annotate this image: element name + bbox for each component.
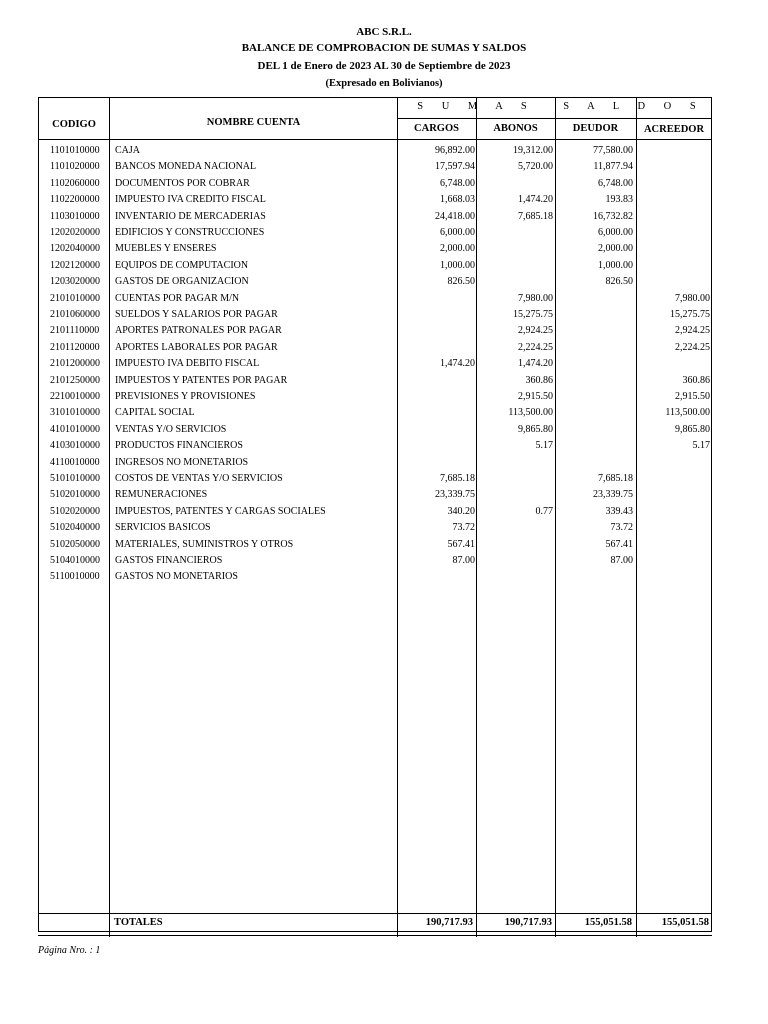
- account-name: COSTOS DE VENTAS Y/O SERVICIOS: [115, 473, 283, 484]
- col-header-deudor: DEUDOR: [572, 123, 619, 134]
- table-row: [38, 455, 712, 471]
- col-header-nombre: NOMBRE CUENTA: [206, 117, 301, 128]
- abonos-value: 2,224.25: [518, 341, 553, 353]
- cargos-value: 340.20: [447, 505, 475, 517]
- header-divider: [38, 139, 712, 140]
- deudor-value: 7,685.18: [598, 473, 633, 484]
- cargos-value: 23,339.75: [435, 489, 475, 501]
- acreedor-value: 2,224.25: [675, 341, 710, 353]
- cargos-value: 17,597.94: [435, 161, 475, 173]
- deudor-value: 567.41: [605, 538, 633, 550]
- deudor-value: 87.00: [610, 555, 633, 566]
- account-name: BANCOS MONEDA NACIONAL: [115, 161, 257, 173]
- cargos-value: 826.50: [447, 276, 475, 288]
- table-row: [38, 356, 712, 372]
- account-name: APORTES LABORALES POR PAGAR: [115, 341, 278, 353]
- table-row: [38, 520, 712, 536]
- account-code: 4110010000: [50, 456, 100, 468]
- deudor-value: 23,339.75: [593, 489, 633, 501]
- total-abonos: 190,717.93: [504, 917, 552, 928]
- table-row: [38, 192, 712, 208]
- table-row: [38, 422, 712, 438]
- cargos-value: 2,000.00: [440, 243, 475, 255]
- account-name: EDIFICIOS Y CONSTRUCCIONES: [115, 227, 265, 238]
- cargos-value: 73.72: [452, 522, 475, 534]
- account-code: 1102060000: [50, 177, 100, 189]
- table-row: [38, 209, 712, 225]
- totals-label: TOTALES: [114, 917, 163, 928]
- account-name: SERVICIOS BASICOS: [115, 522, 211, 534]
- abonos-value: 0.77: [535, 505, 553, 517]
- table-row: [38, 438, 712, 454]
- account-name: PRODUCTOS FINANCIEROS: [115, 440, 243, 452]
- table-row: [38, 176, 712, 192]
- cargos-value: 6,000.00: [440, 227, 475, 238]
- acreedor-value: 2,924.25: [675, 325, 710, 337]
- account-name: APORTES PATRONALES POR PAGAR: [115, 325, 282, 337]
- table-row: [38, 569, 712, 585]
- col-header-cargos: CARGOS: [414, 123, 459, 134]
- abonos-value: 2,924.25: [518, 325, 553, 337]
- account-name: SUELDOS Y SALARIOS POR PAGAR: [115, 309, 278, 320]
- account-code: 5102050000: [50, 538, 100, 550]
- account-name: CAPITAL SOCIAL: [115, 407, 195, 419]
- totals-divider: [38, 913, 712, 914]
- account-code: 5104010000: [50, 555, 100, 566]
- company-name: ABC S.R.L.: [356, 26, 412, 38]
- deudor-value: 339.43: [605, 505, 633, 517]
- account-name: MATERIALES, SUMINISTROS Y OTROS: [115, 538, 294, 550]
- cargos-value: 1,668.03: [440, 194, 475, 206]
- account-name: EQUIPOS DE COMPUTACION: [115, 259, 249, 271]
- abonos-value: 5,720.00: [518, 161, 553, 173]
- currency-note: (Expresado en Bolivianos): [325, 78, 443, 89]
- table-row: [38, 307, 712, 323]
- header-divider: [397, 118, 712, 119]
- deudor-value: 73.72: [610, 522, 633, 534]
- cargos-value: 6,748.00: [440, 177, 475, 189]
- account-code: 1203020000: [50, 276, 100, 288]
- col-header-codigo: CODIGO: [52, 119, 96, 130]
- total-deudor: 155,051.58: [584, 917, 632, 928]
- account-code: 5101010000: [50, 473, 100, 484]
- account-code: 1101010000: [50, 145, 100, 156]
- cargos-value: 96,892.00: [435, 145, 475, 156]
- deudor-value: 826.50: [605, 276, 633, 288]
- table-row: [38, 373, 712, 389]
- deudor-value: 6,748.00: [598, 177, 633, 189]
- account-code: 2101250000: [50, 374, 100, 386]
- account-code: 2101200000: [50, 358, 100, 370]
- acreedor-value: 7,980.00: [675, 292, 710, 304]
- acreedor-value: 2,915.50: [675, 391, 710, 402]
- account-code: 1103010000: [50, 210, 100, 222]
- cargos-value: 87.00: [452, 555, 475, 566]
- table-row: [38, 225, 712, 241]
- abonos-value: 1,474.20: [518, 358, 553, 370]
- table-row: [38, 159, 712, 175]
- abonos-value: 7,980.00: [518, 292, 553, 304]
- account-name: DOCUMENTOS POR COBRAR: [115, 177, 250, 189]
- table-row: [38, 471, 712, 487]
- account-name: IMPUESTO IVA CREDITO FISCAL: [115, 194, 266, 206]
- col-header-saldos: S A L D O S: [563, 101, 704, 112]
- abonos-value: 2,915.50: [518, 391, 553, 402]
- account-code: 5102010000: [50, 489, 100, 501]
- account-code: 1101020000: [50, 161, 100, 173]
- account-name: CUENTAS POR PAGAR M/N: [115, 292, 240, 304]
- account-code: 5102040000: [50, 522, 100, 534]
- account-name: INGRESOS NO MONETARIOS: [115, 456, 249, 468]
- account-code: 2101120000: [50, 341, 100, 353]
- report-title: BALANCE DE COMPROBACION DE SUMAS Y SALDOS: [241, 42, 527, 54]
- account-code: 5102020000: [50, 505, 100, 517]
- account-name: REMUNERACIONES: [115, 489, 208, 501]
- account-name: VENTAS Y/O SERVICIOS: [115, 423, 227, 435]
- abonos-value: 19,312.00: [513, 145, 553, 156]
- account-code: 2210010000: [50, 391, 100, 402]
- account-code: 4101010000: [50, 423, 100, 435]
- total-acreedor: 155,051.58: [661, 917, 709, 928]
- account-code: 2101110000: [50, 325, 100, 337]
- account-name: GASTOS FINANCIEROS: [115, 555, 223, 566]
- table-row: [38, 258, 712, 274]
- col-header-sumas: S U M A S: [417, 101, 535, 112]
- account-name: MUEBLES Y ENSERES: [115, 243, 217, 255]
- deudor-value: 2,000.00: [598, 243, 633, 255]
- account-name: PREVISIONES Y PROVISIONES: [115, 391, 256, 402]
- col-header-acreedor: ACREEDOR: [643, 124, 705, 135]
- account-name: GASTOS DE ORGANIZACION: [115, 276, 249, 288]
- abonos-value: 5.17: [535, 440, 553, 452]
- abonos-value: 113,500.00: [508, 407, 553, 419]
- table-row: [38, 405, 712, 421]
- table-row: [38, 553, 712, 569]
- table-row: [38, 389, 712, 405]
- cargos-value: 1,474.20: [440, 358, 475, 370]
- table-row: [38, 274, 712, 290]
- account-code: 1102200000: [50, 194, 100, 206]
- table-row: [38, 143, 712, 159]
- abonos-value: 7,685.18: [518, 210, 553, 222]
- deudor-value: 11,877.94: [593, 161, 633, 173]
- acreedor-value: 360.86: [682, 374, 710, 386]
- account-code: 2101010000: [50, 292, 100, 304]
- deudor-value: 1,000.00: [598, 259, 633, 271]
- account-name: IMPUESTOS, PATENTES Y CARGAS SOCIALES: [115, 505, 326, 517]
- table-row: [38, 504, 712, 520]
- table-row: [38, 323, 712, 339]
- table-row: [38, 241, 712, 257]
- account-code: 4103010000: [50, 440, 100, 452]
- cargos-value: 7,685.18: [440, 473, 475, 484]
- acreedor-value: 5.17: [692, 440, 710, 452]
- report-period: DEL 1 de Enero de 2023 AL 30 de Septiembre de 2023: [257, 60, 511, 72]
- account-code: 1202040000: [50, 243, 100, 255]
- deudor-value: 193.83: [605, 194, 633, 206]
- account-code: 3101010000: [50, 407, 100, 419]
- col-header-abonos: ABONOS: [493, 123, 538, 134]
- account-code: 2101060000: [50, 309, 100, 320]
- totals-double-line: [38, 935, 712, 936]
- acreedor-value: 9,865.80: [675, 423, 710, 435]
- acreedor-value: 113,500.00: [665, 407, 710, 419]
- deudor-value: 6,000.00: [598, 227, 633, 238]
- abonos-value: 9,865.80: [518, 423, 553, 435]
- table-row: [38, 340, 712, 356]
- deudor-value: 77,580.00: [593, 145, 633, 156]
- account-code: 1202020000: [50, 227, 100, 238]
- account-name: IMPUESTO IVA DEBITO FISCAL: [115, 358, 260, 370]
- table-row: [38, 487, 712, 503]
- cargos-value: 567.41: [447, 538, 475, 550]
- abonos-value: 360.86: [525, 374, 553, 386]
- abonos-value: 15,275.75: [513, 309, 553, 320]
- table-row: [38, 291, 712, 307]
- total-cargos: 190,717.93: [425, 917, 473, 928]
- cargos-value: 24,418.00: [435, 210, 475, 222]
- account-name: IMPUESTOS Y PATENTES POR PAGAR: [115, 374, 288, 386]
- account-name: CAJA: [115, 145, 141, 156]
- account-code: 5110010000: [50, 571, 100, 583]
- acreedor-value: 15,275.75: [670, 309, 710, 320]
- table-row: [38, 537, 712, 553]
- account-name: INVENTARIO DE MERCADERIAS: [115, 210, 266, 222]
- account-name: GASTOS NO MONETARIOS: [115, 571, 238, 583]
- page-number: Página Nro. : 1: [38, 945, 101, 956]
- cargos-value: 1,000.00: [440, 259, 475, 271]
- deudor-value: 16,732.82: [593, 210, 633, 222]
- abonos-value: 1,474.20: [518, 194, 553, 206]
- account-code: 1202120000: [50, 259, 100, 271]
